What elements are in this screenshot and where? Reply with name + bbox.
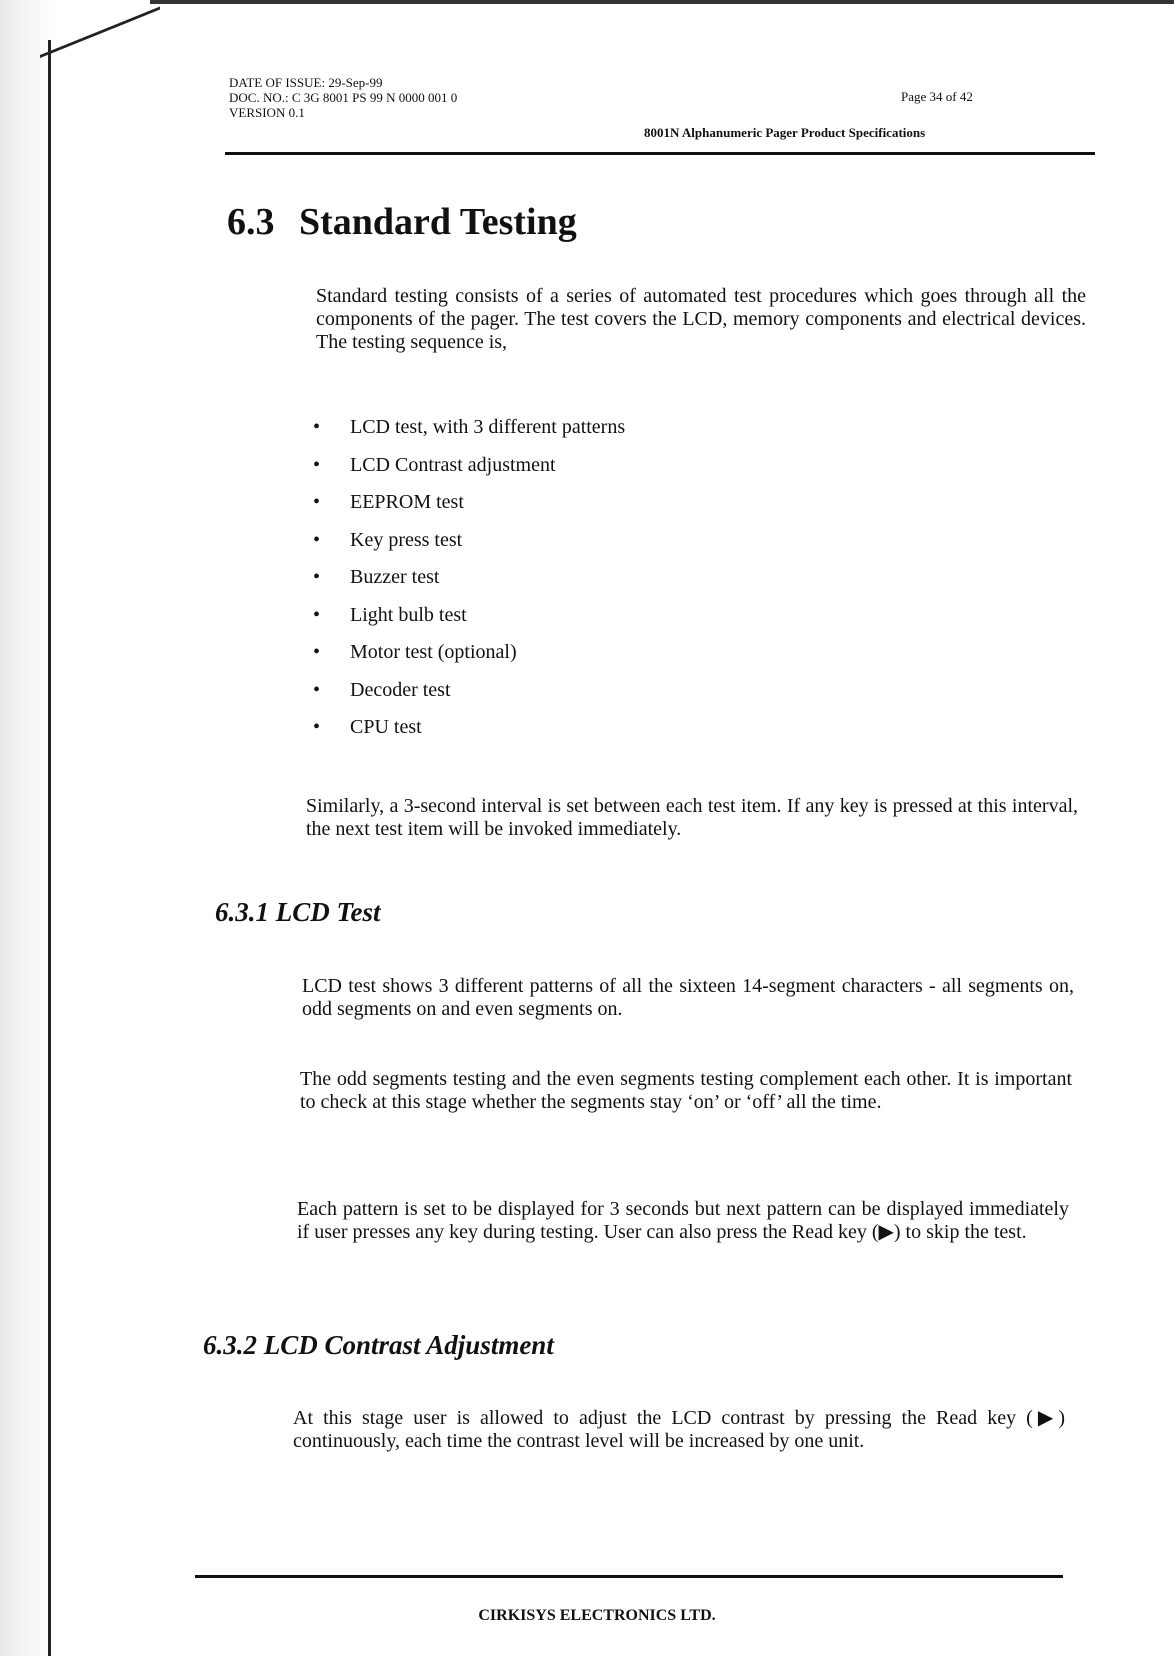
list-item: • CPU test xyxy=(310,716,625,754)
scan-top-border xyxy=(150,0,1174,4)
interval-paragraph: Similarly, a 3-second interval is set between each test item. If any key is pressed at this interval, the next test item will be invoked immediately. xyxy=(306,795,1078,840)
list-item: • Decoder test xyxy=(310,679,625,717)
scan-edge-shading xyxy=(0,0,60,1656)
document-title: 8001N Alphanumeric Pager Product Specifications xyxy=(644,125,926,140)
document-info xyxy=(229,75,457,120)
footer-company: CIRKISYS ELECTRONICS LTD. xyxy=(478,1607,716,1624)
list-item: • Buzzer test xyxy=(310,566,625,604)
test-sequence-list xyxy=(310,416,625,754)
lcd-contrast-paragraph: At this stage user is allowed to adjust the LCD contrast by pressing the Read key (▶) continuously, each time the contrast level will be increased by one unit. xyxy=(293,1407,1065,1452)
list-item: • LCD test, with 3 different patterns xyxy=(310,416,625,454)
section-heading xyxy=(227,200,577,244)
lcd-contrast-heading: 6.3.2 LCD Contrast Adjustment xyxy=(203,1330,554,1360)
lcd-test-paragraph-2: The odd segments testing and the even segments testing complement each other. It is important to check at this stage whether the segments stay ‘on’ or ‘off’ all the time. xyxy=(300,1068,1072,1113)
list-item: • EEPROM test xyxy=(310,491,625,529)
list-item: • Motor test (optional) xyxy=(310,641,625,679)
scan-margin-line xyxy=(48,40,51,1656)
page-number: Page 34 of 42 xyxy=(901,89,973,104)
list-item: • Key press test xyxy=(310,529,625,567)
lcd-test-heading: 6.3.1 LCD Test xyxy=(215,897,381,927)
lcd-test-paragraph-3: Each pattern is set to be displayed for 3 seconds but next pattern can be displayed immediately if user presses any key during testing. User can also press the Read key (▶) to skip the test. xyxy=(297,1198,1069,1243)
scan-corner-fold xyxy=(40,0,160,58)
lcd-test-paragraph-1: LCD test shows 3 different patterns of all the sixteen 14-segment characters - all segments on, odd segments on and even segments on. xyxy=(302,975,1074,1020)
section-number: 6.3 xyxy=(227,201,275,243)
document-version: VERSION 0.1 xyxy=(229,105,305,120)
list-item: • Light bulb test xyxy=(310,604,625,642)
footer-rule xyxy=(195,1575,1063,1578)
header-rule xyxy=(225,152,1095,155)
list-item: • LCD Contrast adjustment xyxy=(310,454,625,492)
intro-paragraph: Standard testing consists of a series of automated test procedures which goes through all the components of the pager. The test covers the LCD, memory components and electrical devices. The testing sequence is, xyxy=(316,285,1086,353)
date-of-issue: DATE OF ISSUE: 29-Sep-99 xyxy=(229,75,383,90)
section-title: Standard Testing xyxy=(299,201,577,243)
document-number: DOC. NO.: C 3G 8001 PS 99 N 0000 001 0 xyxy=(229,90,458,105)
page-header xyxy=(229,75,1094,145)
